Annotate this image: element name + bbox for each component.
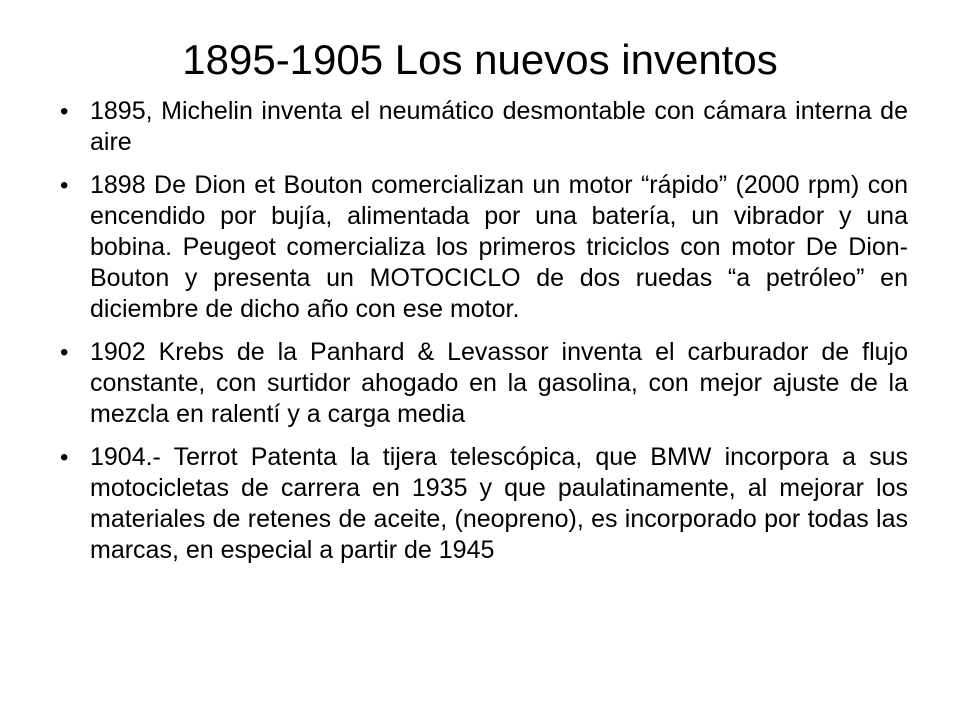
bullet-text: • 1904.- Terrot Patenta la tijera telescópica, que BMW incorpora a sus motocicletas de carrera en 1935 y que paulatinamente, al mejorar los materiales de retenes de aceite, (neopreno), es incorporado por todas las marcas, en especial a partir de 1945	[90, 443, 908, 564]
bullet-text: • 1895, Michelin inventa el neumático desmontable con cámara interna de aire	[90, 97, 908, 156]
slide-title: 1895-1905 Los nuevos inventos	[182, 36, 778, 83]
bullet-item-1895	[58, 96, 908, 158]
bullet-item-1902	[58, 337, 908, 430]
bullet-list	[58, 96, 908, 578]
bullet-text: • 1898 De Dion et Bouton comercializan un motor “rápido” (2000 rpm) con encendido por bujía, alimentada por una batería, un vibrador y una bobina. Peugeot comercializa los primeros triciclos con motor De Dion-Bouton y presenta un MOTOCICLO de dos ruedas “a petróleo” en diciembre de dicho año con ese motor.	[90, 171, 908, 323]
bullet-text: • 1902 Krebs de la Panhard & Levassor inventa el carburador de flujo constante, con surtidor ahogado en la gasolina, con mejor ajuste de la mezcla en ralentí y a carga media	[90, 338, 908, 428]
bullet-item-1904	[58, 442, 908, 566]
bullet-item-1898	[58, 170, 908, 325]
